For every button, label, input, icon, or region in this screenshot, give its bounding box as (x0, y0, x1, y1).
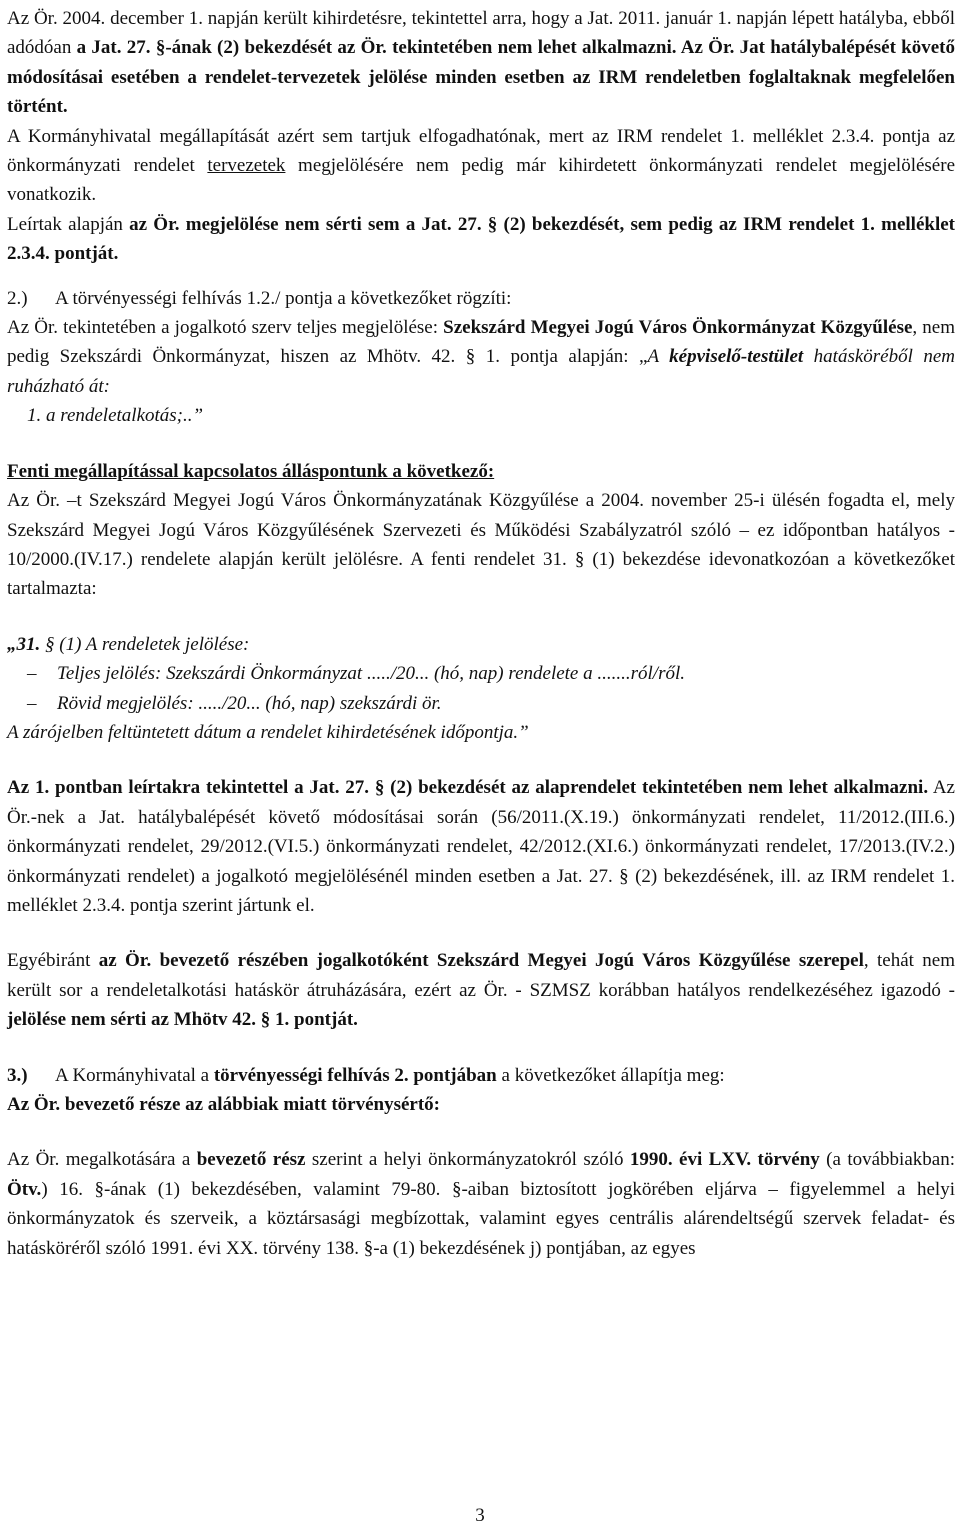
bold-span: Ötv. (7, 1178, 42, 1200)
paragraph-2 (7, 122, 955, 210)
spacer (7, 1035, 955, 1061)
quote-tail: A zárójelben feltüntetett dátum a rendelet kihirdetésének időpontja.” (7, 721, 529, 743)
section-number: 3.) (7, 1064, 28, 1086)
paragraph-5: Az Ör. –t Szekszárd Megyei Jogú Város Önkormányzatának Közgyűlése a 2004. november 25-i ülésén fogadta el, mely Szekszárd Megyei Jogú Város Közgyűlésének Szervezeti és Működési Szabályzatról szóló – ez időpontban hatályos - 10/2000.(IV.17.) rendelete alapján került jelölésre. A fenti rendelet 31. § (1) bekezdése idevonatkozóan a következőket tartalmazta: (7, 490, 955, 600)
text-span: Az Ör. megalkotására a (7, 1149, 197, 1171)
text-span: 2.) A törvényességi felhívás 1.2./ pontja a következőket rögzíti: (7, 287, 512, 309)
bold-span: jelölése nem sérti az Mhötv 42. § 1. pontját. (7, 1009, 358, 1031)
spacer (7, 269, 955, 284)
document-page (7, 4, 955, 1263)
text-span: (a továbbiakban: (819, 1149, 955, 1171)
text-span: A Kormányhivatal a (27, 1064, 214, 1086)
text-span: Az Ör.-nek a Jat. hatálybalépését követő módosításai során (56/2011.(X.19.) önkormányzati rendelet, 11/2012.(III.6.) önkormányzati rendelet, 29/2012.(VI.5.) önkormányzati rendelet, 42/2012.(XI.6.) önkormányzati rendelet, 17/2013.(IV.2.) önkormányzati rendelet) a jogalkotó megjelölésénél minden esetben a Jat. 27. § (2) bekezdésének, ill. az IRM rendelet 1. melléklet 2.3.4. pontja szerint jártunk el. (7, 777, 955, 916)
text-span: Leírtak alapján (7, 213, 130, 235)
paragraph-9 (7, 1145, 955, 1263)
text-span: , tehát nem került sor a rendeletalkotási hatáskör átruházására, ezért az Ör. - SZMSZ korábban hatályos rendelkezéséhez igazodó - (7, 950, 955, 1001)
text-span: Teljes jelölés: Szekszárdi Önkormányzat ...../20... (hó, nap) rendelete a .......ról/ről. (57, 663, 685, 685)
text-span: A Kormányhivatal megállapítását azért sem tartjuk elfogadhatónak, mert az IRM rendelet 1. melléklet 2.3.4. pontja az önkormányzati rendelet (7, 125, 955, 177)
text-span: a következőket állapítja meg: (496, 1064, 725, 1086)
quote-dash-item (7, 659, 955, 688)
paragraph-7 (7, 946, 955, 1034)
bold-span: törvényességi felhívás 2. pontjában (213, 1064, 497, 1086)
numbered-item: 1. a rendeletalkotás;..” (27, 405, 204, 427)
spacer (7, 604, 955, 630)
paragraph-4 (7, 313, 955, 401)
spacer (7, 1119, 955, 1145)
bold-italic-span: képviselő-testület (669, 346, 804, 368)
text-span: Az Ör. 2004. december 1. napján került kihirdetésre, tekintettel arra, hogy a Jat. 2011. január 1. napján lépett hatályba, ebből adódóan (7, 8, 955, 59)
section-3-heading (7, 1061, 955, 1090)
quote-dash-item (7, 689, 955, 718)
bold-span: bevezető rész (196, 1149, 306, 1171)
text-span: szerint a helyi önkormányzatokról szóló (305, 1149, 630, 1171)
paragraph-1 (7, 4, 955, 122)
dash-bullet: – (27, 663, 37, 685)
quote-lead (7, 630, 955, 659)
spacer (7, 747, 955, 773)
text-span: Rövid megjelölés: ...../20... (hó, nap) szekszárdi ör. (57, 692, 442, 714)
section-3-subheading: Az Ör. bevezető része az alábbiak miatt törvénysértő: (7, 1094, 441, 1115)
page-number: 3 (475, 1505, 485, 1526)
bold-span: 1990. évi LXV. törvény (629, 1149, 820, 1171)
text-span: Egyébiránt (7, 950, 99, 972)
text-span: , nem pedig Szekszárdi Önkormányzat, hiszen az Mhötv. 42. § 1. pontja alapján: „ (7, 317, 955, 368)
text-span: megjelölésére nem pedig már kihirdetett önkormányzati rendelet megjelölésére vonatkozik. (7, 155, 956, 206)
paragraph-3 (7, 210, 955, 269)
text-span: ) 16. §-ának (1) bekezdésében, valamint 79-80. §-aiban biztosított jogkörében eljárva – figyelemmel a helyi önkormányzatok és szerveik, a köztársasági megbízottak, valamint egyes centrális alárendeltségű szervek feladat- és hatásköréről szóló 1991. évi XX. törvény 138. §-a (1) bekezdésének j) pontjában, az egyes (7, 1178, 955, 1259)
bold-span: az Ör. megjelölése nem sérti sem a Jat. 27. § (2) bekezdését, sem pedig az IRM rendelet 1. melléklet 2.3.4. pontját. (7, 213, 955, 265)
bold-span: Szekszárd Megyei Jogú Város Önkormányzat Közgyűlése (443, 317, 913, 339)
italic-span: A (647, 346, 670, 368)
bold-italic-span: „31. (7, 633, 41, 655)
bold-span: Az 1. pontban leírtakra tekintettel a Jat. 27. § (2) bekezdését az alaprendelet tekintetében nem lehet alkalmazni. (7, 777, 929, 799)
position-heading: Fenti megállapítással kapcsolatos álláspontunk a következő: (7, 460, 495, 482)
spacer (7, 920, 955, 946)
bold-span: az Ör. bevezető részében jogalkotóként Szekszárd Megyei Jogú Város Közgyűlése szerepel (98, 950, 864, 972)
text-span: Az Ör. tekintetében a jogalkotó szerv teljes megjelölése: (7, 317, 444, 339)
italic-span: hatásköréből nem ruházható át: (7, 346, 955, 397)
spacer (7, 431, 955, 457)
underlined-span: tervezetek (207, 155, 286, 177)
paragraph-6 (7, 773, 955, 920)
italic-span: § (1) A rendeletek jelölése: (40, 633, 250, 655)
dash-bullet: – (27, 692, 37, 714)
bold-span: a Jat. 27. §-ának (2) bekezdését az Ör. tekintetében nem lehet alkalmazni. Az Ör. Jat hatálybalépését követő módosításai esetében a rendelet-tervezetek jelölése minden esetben az IRM rendeletben foglaltaknak megfelelően történt. (7, 37, 955, 118)
section-2-heading (7, 284, 955, 313)
